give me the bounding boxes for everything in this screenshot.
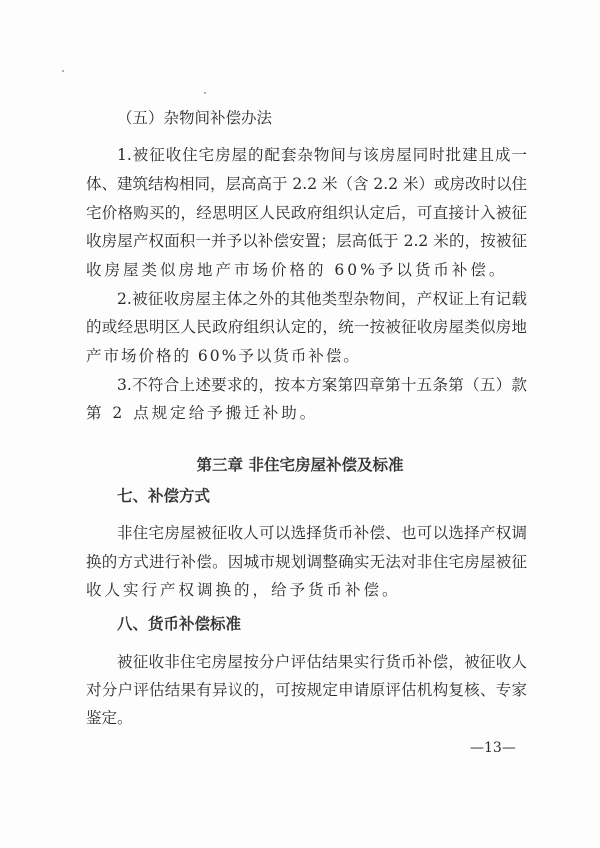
para7-line: 非住宅房屋被征收人可以选择货币补偿、也可以选择产权调: [117, 524, 527, 542]
para3-line: 第 2 点规定给予搬迁补助。: [86, 404, 319, 422]
para1-line: 收房屋类似房地产市场价格的 60%予以货币补偿。: [86, 261, 508, 279]
para7-line: 收人实行产权调换的，给予货币补偿。: [86, 581, 401, 599]
para8-line: 对分户评估结果有异议的，可按规定申请原评估机构复核、专家: [86, 681, 527, 699]
para2-line: 2.被征收房屋主体之外的其他类型杂物间，产权证上有记载: [117, 290, 527, 308]
page-number: —13—: [470, 740, 516, 756]
para2-line: 产市场价格的 60%予以货币补偿。: [86, 347, 361, 365]
section-5-title: （五）杂物间补偿办法: [117, 109, 273, 127]
scan-speck: [204, 92, 206, 94]
chapter-title: 第三章 非住宅房屋补偿及标准: [196, 456, 404, 474]
scan-speck: [62, 70, 64, 72]
para1-line: 宅价格购买的，经思明区人民政府组织认定后，可直接计入被征: [86, 204, 527, 222]
para8-line: 鉴定。: [86, 709, 133, 727]
para3-line: 3.不符合上述要求的，按本方案第四章第十五条第（五）款: [117, 376, 527, 394]
section-7-title: 七、补偿方式: [117, 487, 211, 505]
para7-line: 换的方式进行补偿。因城市规划调整确实无法对非住宅房屋被征: [86, 553, 527, 571]
para1-line: 体、建筑结构相同，层高高于 2.2 米（含 2.2 米）或房改时以住: [86, 175, 527, 193]
para8-line: 被征收非住宅房屋按分户评估结果实行货币补偿，被征收人: [117, 653, 527, 671]
section-8-title: 八、货币补偿标准: [117, 615, 242, 633]
para1-line: 1.被征收住宅房屋的配套杂物间与该房屋同时批建且成一: [117, 146, 527, 164]
para2-line: 的或经思明区人民政府组织认定的，统一按被征收房屋类似房地: [86, 318, 527, 336]
para1-line: 收房屋产权面积一并予以补偿安置；层高低于 2.2 米的，按被征: [86, 232, 527, 250]
